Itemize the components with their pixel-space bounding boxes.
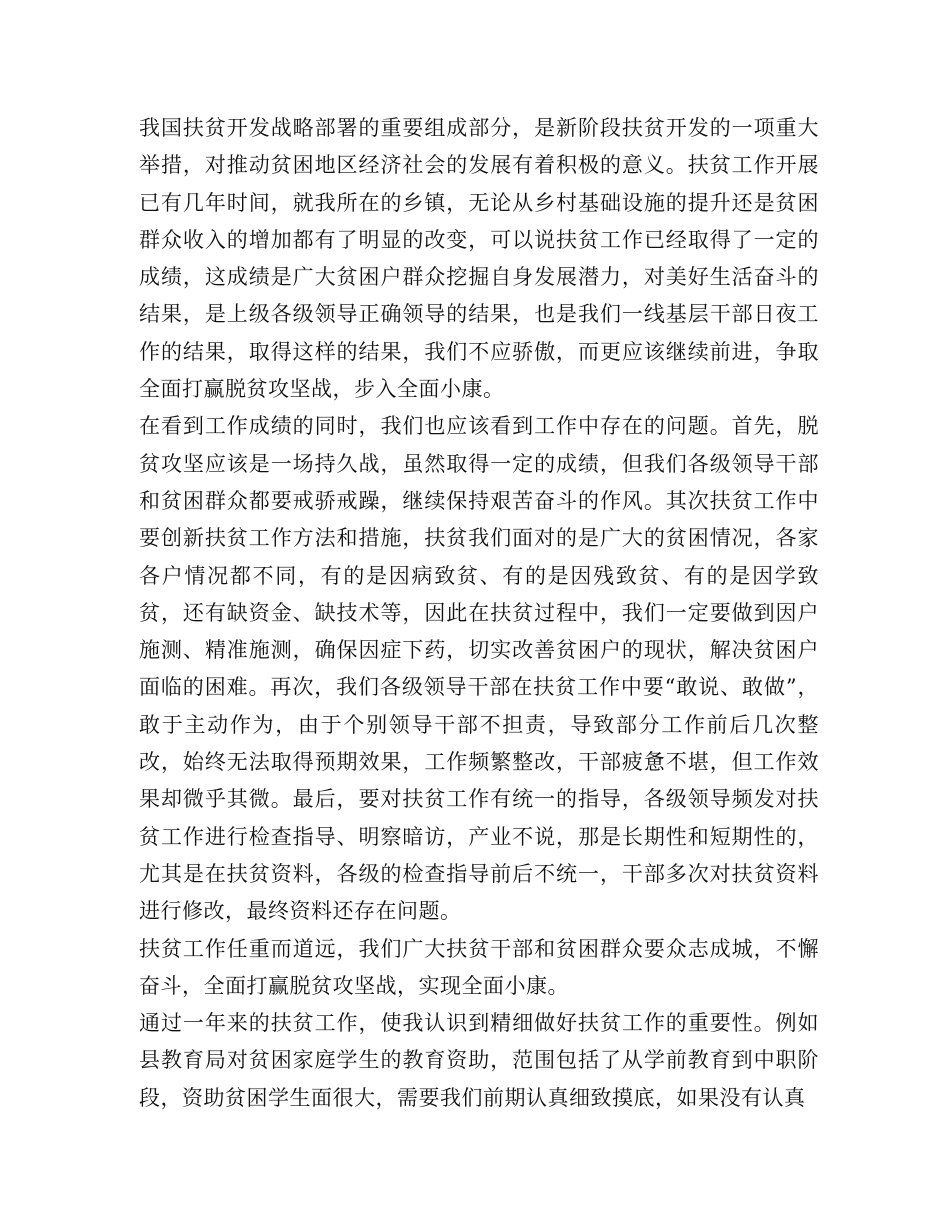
paragraph-3: 扶贫工作任重而道远，我们广大扶贫干部和贫困群众要众志成城，不懈奋斗，全面打赢脱贫攻坚战，实现全面小康。 [139,936,819,998]
paragraph-4: 通过一年来的扶贫工作，使我认识到精细做好扶贫工作的重要性。例如县教育局对贫困家庭学生的教育资助，范围包括了从学前教育到中职阶段，资助贫困学生面很大，需要我们前期认真细致摸底，如果没有认真 [139,1011,819,1110]
paragraph-2: 在看到工作成绩的同时，我们也应该看到工作中存在的问题。首先，脱贫攻坚应该是一场持久战，虽然取得一定的成绩，但我们各级领导干部和贫困群众都要戒骄戒躁，继续保持艰苦奋斗的作风。其次扶贫工作中要创新扶贫工作方法和措施，扶贫我们面对的是广大的贫困情况，各家各户情况都不同，有的是因病致贫、有的是因残致贫、有的是因学致贫，还有缺资金、缺技术等，因此在扶贫过程中，我们一定要做到因户施测、精准施测，确保因症下药，切实改善贫困户的现状，解决贫困户面临的困难。再次，我们各级领导干部在扶贫工作中要“敢说、敢做”，敢于主动作为，由于个别领导干部不担责，导致部分工作前后几次整改，始终无法取得预期效果，工作频繁整改，干部疲惫不堪，但工作效果却微乎其微。最后，要对扶贫工作有统一的指导，各级领导频发对扶贫工作进行检查指导、明察暗访，产业不说，那是长期性和短期性的，尤其是在扶贫资料，各级的检查指导前后不统一，干部多次对扶贫资料进行修改，最终资料还存在问题。 [139,414,819,924]
paragraph-1: 我国扶贫开发战略部署的重要组成部分，是新阶段扶贫开发的一项重大举措，对推动贫困地区经济社会的发展有着积极的意义。扶贫工作开展已有几年时间，就我所在的乡镇，无论从乡村基础设施的提升还是贫困群众收入的增加都有了明显的改变，可以说扶贫工作已经取得了一定的成绩，这成绩是广大贫困户群众挖掘自身发展潜力，对美好生活奋斗的结果，是上级各级领导正确领导的结果，也是我们一线基层干部日夜工作的结果，取得这样的结果，我们不应骄傲，而更应该继续前进，争取全面打赢脱贫攻坚战，步入全面小康。 [139,116,819,402]
document-body [139,110,819,1117]
